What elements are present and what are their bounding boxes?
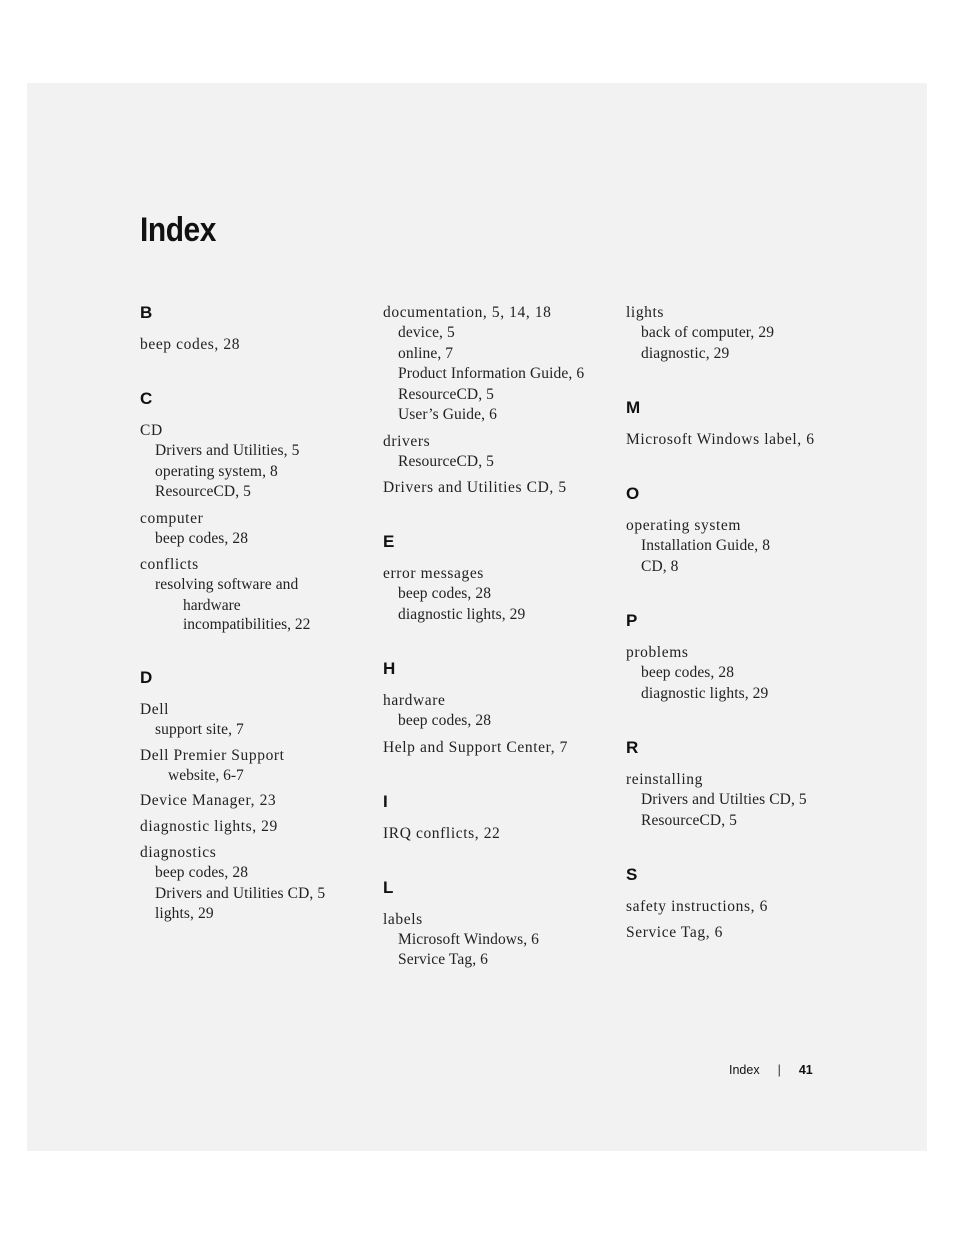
footer-section-label: Index bbox=[729, 1063, 760, 1077]
index-entry bbox=[140, 421, 370, 503]
index-page bbox=[27, 83, 927, 1151]
index-group-l-continued bbox=[626, 303, 856, 364]
page-number: 41 bbox=[798, 1063, 813, 1077]
index-term: drivers bbox=[383, 432, 431, 450]
index-subentry-continued: incompatibilities, 22 bbox=[183, 615, 311, 633]
index-subentry: diagnostic lights, 29 bbox=[641, 684, 769, 702]
index-entry bbox=[626, 516, 856, 577]
page-footer bbox=[729, 1063, 813, 1077]
index-entry bbox=[626, 923, 856, 943]
index-subentry: beep codes, 28 bbox=[155, 529, 249, 547]
index-entry bbox=[383, 738, 613, 758]
index-column-3 bbox=[626, 303, 856, 977]
index-letter: B bbox=[140, 303, 153, 322]
index-group-m bbox=[626, 398, 856, 450]
index-subentry: diagnostic, 29 bbox=[641, 344, 730, 362]
index-subentry: beep codes, 28 bbox=[398, 585, 492, 602]
index-term: lights bbox=[626, 304, 665, 321]
index-term: safety instructions, 6 bbox=[626, 898, 768, 915]
index-letter: C bbox=[140, 389, 153, 408]
index-subentry: operating system, 8 bbox=[155, 462, 278, 480]
index-entry bbox=[383, 432, 613, 473]
index-term: Drivers and Utilities CD, 5 bbox=[383, 479, 567, 496]
index-term: problems bbox=[626, 644, 689, 661]
index-letter: P bbox=[626, 611, 638, 630]
index-entry bbox=[626, 643, 856, 704]
index-group-p bbox=[626, 611, 856, 704]
index-subentry: CD, 8 bbox=[641, 557, 679, 575]
index-subentry: Drivers and Utilities CD, 5 bbox=[155, 884, 326, 902]
index-subentry: ResourceCD, 5 bbox=[641, 811, 738, 829]
index-entry bbox=[383, 910, 613, 971]
index-group-r bbox=[626, 738, 856, 831]
index-term: error messages bbox=[383, 565, 484, 582]
index-letter: I bbox=[383, 791, 388, 811]
index-group-l bbox=[383, 878, 613, 971]
index-letter: M bbox=[626, 398, 641, 417]
index-subentry: beep codes, 28 bbox=[398, 712, 492, 729]
index-term: Dell Premier Support bbox=[140, 747, 285, 764]
index-entry bbox=[626, 303, 856, 364]
index-group-b bbox=[140, 303, 370, 355]
index-letter: S bbox=[626, 865, 638, 884]
index-subentry: ResourceCD, 5 bbox=[155, 483, 252, 500]
index-term: operating system bbox=[626, 517, 742, 534]
index-term: documentation, 5, 14, 18 bbox=[383, 304, 552, 321]
index-entry bbox=[383, 564, 613, 625]
index-entry bbox=[140, 700, 370, 741]
index-column-1 bbox=[140, 303, 370, 959]
index-term: IRQ conflicts, 22 bbox=[383, 824, 501, 842]
index-group-o bbox=[626, 484, 856, 577]
index-subentry: ResourceCD, 5 bbox=[398, 385, 495, 403]
index-subentry: resolving software and bbox=[155, 576, 299, 593]
index-entry bbox=[140, 843, 370, 925]
index-entry bbox=[383, 478, 613, 498]
index-term: Service Tag, 6 bbox=[626, 924, 723, 941]
index-column-2 bbox=[383, 303, 613, 1005]
index-entry bbox=[383, 303, 613, 426]
index-subentry: Drivers and Utilties CD, 5 bbox=[641, 791, 807, 808]
index-term: conflicts bbox=[140, 556, 199, 573]
index-letter: R bbox=[626, 738, 639, 757]
page-title: Index bbox=[140, 211, 216, 249]
index-subentry: support site, 7 bbox=[155, 720, 244, 738]
index-term: Dell bbox=[140, 700, 170, 718]
index-group-d-continued bbox=[383, 303, 613, 498]
index-subentry: Installation Guide, 8 bbox=[641, 537, 771, 554]
index-letter: D bbox=[140, 667, 153, 687]
index-subentry: Drivers and Utilities, 5 bbox=[155, 442, 300, 459]
index-term: computer bbox=[140, 509, 204, 527]
index-entry bbox=[140, 509, 370, 550]
index-entry bbox=[140, 746, 370, 785]
index-term: diagnostic lights, 29 bbox=[140, 818, 278, 835]
index-term: diagnostics bbox=[140, 844, 217, 861]
index-subentry: lights, 29 bbox=[155, 905, 214, 922]
index-subentry: device, 5 bbox=[398, 324, 455, 341]
index-term: reinstalling bbox=[626, 771, 703, 788]
index-letter: E bbox=[383, 532, 395, 551]
index-subentry-continued: hardware bbox=[183, 596, 241, 614]
index-term: Help and Support Center, 7 bbox=[383, 738, 569, 756]
index-group-h bbox=[383, 659, 613, 758]
index-term: CD bbox=[140, 422, 163, 439]
index-term: beep codes, 28 bbox=[140, 336, 241, 353]
index-group-d bbox=[140, 668, 370, 925]
index-entry bbox=[140, 791, 370, 811]
index-letter: H bbox=[383, 659, 396, 678]
index-subentry: Service Tag, 6 bbox=[398, 951, 488, 968]
index-letter: O bbox=[626, 484, 640, 503]
index-subentry: back of computer, 29 bbox=[641, 324, 775, 341]
index-letter: L bbox=[383, 877, 394, 897]
index-entry bbox=[383, 824, 613, 844]
index-entry bbox=[626, 770, 856, 831]
index-subentry: Product Information Guide, 6 bbox=[398, 365, 585, 382]
index-entry bbox=[626, 430, 856, 450]
index-entry bbox=[140, 555, 370, 634]
index-subentry: diagnostic lights, 29 bbox=[398, 605, 526, 623]
index-entry bbox=[626, 897, 856, 917]
index-term: labels bbox=[383, 910, 423, 928]
index-subentry: beep codes, 28 bbox=[155, 864, 249, 881]
index-subentry: ResourceCD, 5 bbox=[398, 452, 495, 470]
index-group-i bbox=[383, 792, 613, 844]
index-term: Device Manager, 23 bbox=[140, 792, 277, 809]
index-subentry: beep codes, 28 bbox=[641, 664, 735, 681]
footer-separator: | bbox=[777, 1063, 781, 1077]
index-subentry: User’s Guide, 6 bbox=[398, 406, 497, 423]
index-entry bbox=[140, 817, 370, 837]
index-entry bbox=[140, 335, 370, 355]
index-subentry: online, 7 bbox=[398, 344, 454, 362]
index-entry bbox=[383, 691, 613, 732]
index-group-e bbox=[383, 532, 613, 625]
index-term: Microsoft Windows label, 6 bbox=[626, 431, 815, 448]
index-group-s bbox=[626, 865, 856, 943]
index-term-continued: website, 6-7 bbox=[168, 767, 244, 784]
index-subentry: Microsoft Windows, 6 bbox=[398, 930, 540, 948]
index-group-c bbox=[140, 389, 370, 634]
index-term: hardware bbox=[383, 692, 446, 709]
